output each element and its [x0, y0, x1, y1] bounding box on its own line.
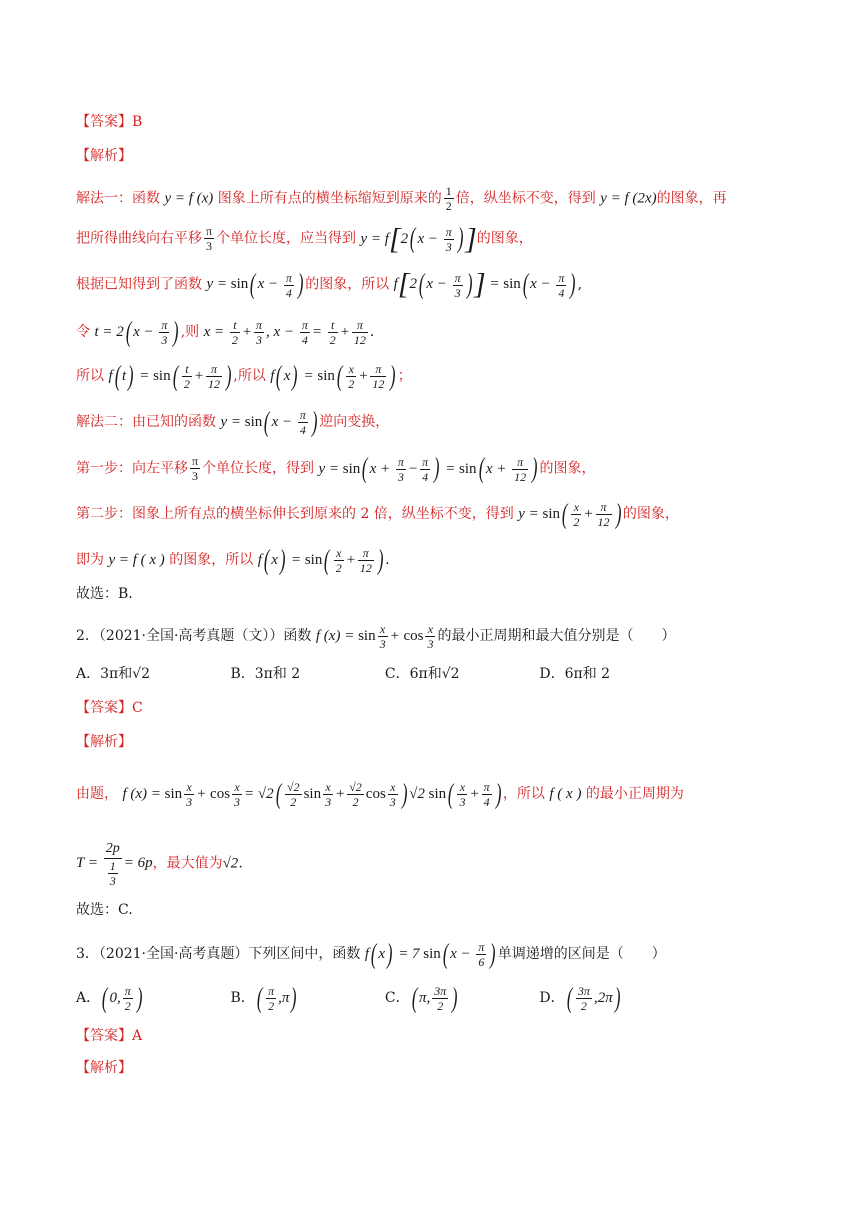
- choice-line-2: 故选：C.: [76, 902, 133, 918]
- formula-left-shift: y = sin( x + $\frac{\pi}{3}$ − $\frac{\pi}{4}$ ) = sin( x + $\frac{\pi}{12}$ ): [318, 453, 538, 485]
- formula-q2-expansion: f (x) = sin $\frac{x}{3}$ + cos $\frac{x}{3}$ = √2( $\frac{√2}{2}$ sin $\frac{x}{3}$ + $\frac{√2}{2}$ cos $\frac{x}{3}$ ) √2 sin( $\frac{x}{3}$ + $\frac{\pi}{4}$ ): [122, 778, 502, 810]
- fraction-half: $\frac{1}{2}$: [445, 184, 452, 213]
- method2-line4: 即为 y = f ( x ) 的图象，所以 f( x) = sin( $\frac{x}{2}$ + $\frac{\pi}{12}$ ) .: [76, 544, 390, 576]
- formula-y-fx: y = f (x): [164, 190, 214, 207]
- method1-line4: 令 t = 2( x − $\frac{\pi}{3}$ ) ,则 x = $\frac{t}{2}$ + $\frac{\pi}{3}$ , x − $\frac{\pi}{4}$ = $\frac{t}{2}$ + $\frac{\pi}{12}$ .: [76, 316, 375, 348]
- formula-q3-function: f( x) = 7 sin( x − $\frac{\pi}{6}$ ): [364, 938, 496, 970]
- formula-q2-period: T = $\frac{2p}{\frac{1}{3}}$ = 6p: [76, 841, 153, 888]
- question-2-stem: 2．（2021·全国·高考真题（文））函数 f (x) = sin $\frac{x}{3}$ + cos $\frac{x}{3}$ 的最小正周期和最大值分别是（ ）: [76, 622, 676, 651]
- formula-f-x: f( x) = sin( $\frac{x}{2}$ + $\frac{\pi}{12}$ ): [270, 360, 396, 392]
- answer-label-3: 【答案】A: [76, 1028, 143, 1044]
- method1-line3: 根据已知得到了函数 y = sin( x − $\frac{\pi}{4}$ ) 的图象，所以 f[2( x − $\frac{\pi}{3}$ )] = sin( x − $\frac{\pi}{4}$ ) ,: [76, 268, 583, 301]
- q3-option-a: A．( 0, $\frac{\pi}{2}$ ): [76, 982, 143, 1014]
- q2-solution-line1: 由题， f (x) = sin $\frac{x}{3}$ + cos $\frac{x}{3}$ = √2( $\frac{√2}{2}$ sin $\frac{x}{3}$ + $\frac{√2}{2}$ cos $\frac{x}{3}$ ) √2 sin( $\frac{x}{3}$ + $\frac{\pi}{4}$ ) ，所以 f ( x ) 的最小正周期为: [76, 778, 684, 810]
- q3-option-d: D．( $\frac{3\pi}{2}$ ,2π): [539, 982, 621, 1014]
- method1-line5: 所以 f( t) = sin( $\frac{t}{2}$ + $\frac{\pi}{12}$ ) ,所以 f( x) = sin( $\frac{x}{2}$ + $\frac{\pi}{12}$ ) ；: [76, 360, 412, 392]
- q2-option-a: A．3π和√2: [76, 666, 151, 682]
- formula-f-t: f( t) = sin( $\frac{t}{2}$ + $\frac{\pi}{12}$ ): [108, 360, 232, 392]
- formula-sin-x-pi4: y = sin( x − $\frac{\pi}{4}$ ): [206, 269, 304, 300]
- choice-line-1: 故选：B.: [76, 586, 133, 602]
- method2-line3: 第二步：图象上所有点的横坐标伸长到原来的 2 倍，纵坐标不变，得到 y = sin( $\frac{x}{2}$ + $\frac{\pi}{12}$ ) 的图象，: [76, 498, 679, 530]
- method1-line2: 把所得曲线向右平移 $\frac{\pi}{3}$ 个单位长度，应当得到 y = f[2( x − $\frac{\pi}{3}$ )]的图象，: [76, 222, 533, 256]
- formula-t-def: t = 2( x − $\frac{\pi}{3}$ ): [94, 316, 179, 348]
- method2-line1: 解法二：由已知的函数 y = sin( x − $\frac{\pi}{4}$ ) 逆向变换，: [76, 406, 390, 438]
- answer-label-2: 【答案】C: [76, 700, 143, 716]
- formula-final: f( x) = sin( $\frac{x}{2}$ + $\frac{\pi}{12}$ ): [257, 544, 384, 576]
- formula-equation-1: f[2( x − $\frac{\pi}{3}$ )] = sin( x − $\frac{\pi}{4}$ ): [393, 268, 576, 301]
- formula-y-f2x: y = f (2x): [600, 190, 657, 207]
- question-3-stem: 3．（2021·全国·高考真题）下列区间中，函数 f( x) = 7 sin( x − $\frac{\pi}{6}$ ) 单调递增的区间是（ ）: [76, 938, 666, 970]
- method2-line2: 第一步：向左平移 $\frac{\pi}{3}$ 个单位长度，得到 y = sin( x + $\frac{\pi}{3}$ − $\frac{\pi}{4}$ ) = sin( x + $\frac{\pi}{12}$ ) 的图象，: [76, 453, 596, 485]
- formula-x-of-t: x = $\frac{t}{2}$ + $\frac{\pi}{3}$ , x − $\frac{\pi}{4}$ = $\frac{t}{2}$ + $\frac{\pi}{12}$: [203, 318, 366, 347]
- q2-option-b: B．3π和 2: [230, 666, 301, 682]
- answer-label-1: 【答案】B: [76, 114, 143, 130]
- analysis-label-3: 【解析】: [76, 1060, 132, 1076]
- fraction-pi-3: $\frac{\pi}{3}$: [206, 224, 213, 253]
- analysis-label-1: 【解析】: [76, 148, 132, 164]
- q2-solution-line2: T = $\frac{2p}{\frac{1}{3}}$ = 6p，最大值为√2.: [76, 841, 243, 888]
- q2-option-c: C．6π和√2: [384, 666, 460, 682]
- formula-stretch: y = sin( $\frac{x}{2}$ + $\frac{\pi}{12}$ ): [518, 498, 621, 530]
- formula-shifted: y = f[2( x − $\frac{\pi}{3}$ )]: [360, 222, 477, 256]
- q3-option-c: C．( π, $\frac{3\pi}{2}$ ): [384, 982, 458, 1014]
- analysis-label-2: 【解析】: [76, 734, 132, 750]
- method1-line1: 解法一：函数 y = f (x) 图象上所有点的横坐标缩短到原来的 $\frac{1}{2}$ 倍，纵坐标不变，得到 y = f (2x)的图象，再: [76, 184, 727, 213]
- formula-q2-function: f (x) = sin $\frac{x}{3}$ + cos $\frac{x}{3}$: [315, 622, 434, 651]
- q3-option-b: B．( $\frac{\pi}{2}$ ,π): [230, 982, 297, 1014]
- formula-sin-x-pi4-b: y = sin( x − $\frac{\pi}{4}$ ): [220, 406, 318, 438]
- q2-option-d: D．6π和 2: [539, 666, 611, 682]
- question-2-options: [76, 664, 800, 684]
- question-3-options: [76, 984, 800, 1013]
